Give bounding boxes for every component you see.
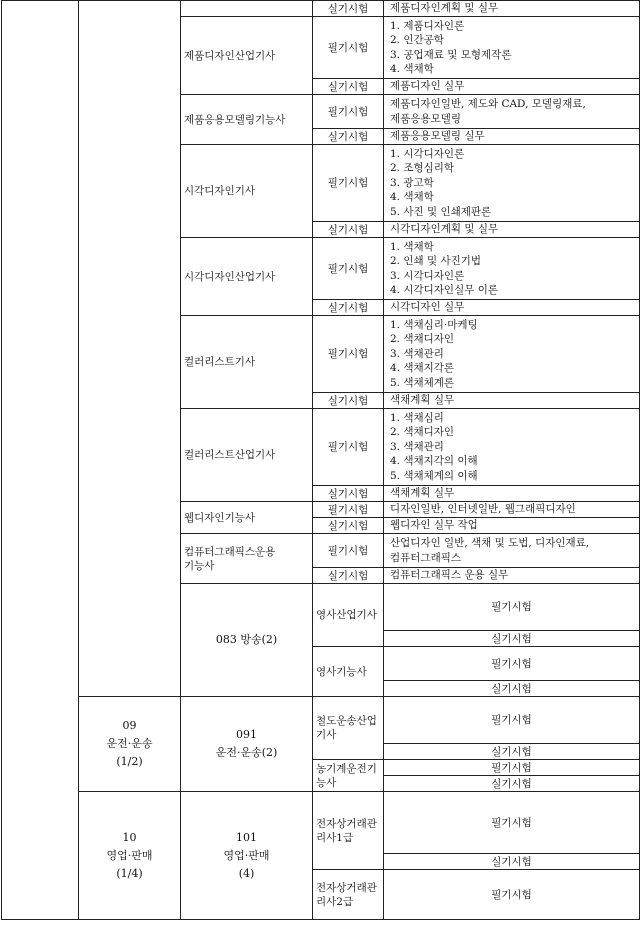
cell-text-line: 필기시험 — [491, 761, 532, 774]
cell-text-line: 2. 색채디자인 — [390, 426, 455, 439]
table-cell — [384, 17, 640, 79]
table-cell — [384, 95, 640, 129]
cell-text-line: 필기시험 — [491, 816, 532, 829]
cell-text-line: 컴퓨터그래픽스 운용 실무 — [390, 569, 509, 582]
table-cell — [384, 129, 640, 145]
cell-text-line: 필기시험 — [327, 348, 369, 360]
cell-text-line: 제품디자인 실무 — [390, 80, 465, 93]
cell-text-line: 영업·판매 — [106, 848, 153, 862]
cell-text-line: 3. 색채관리 — [390, 440, 444, 453]
cell-text-line: 컴퓨터그래픽스운용 — [184, 545, 276, 558]
cell-text-line: 필기시험 — [491, 657, 532, 670]
cell-text-line: 색채계획 실무 — [390, 487, 455, 500]
cell-text-line: 영사산업기사 — [316, 609, 377, 621]
cell-text-line: 제품응용모델링기능사 — [184, 113, 286, 126]
cell-text-line: 1. 색채학 — [390, 240, 434, 253]
cell-text-line: 필기시험 — [327, 41, 369, 54]
table-cell — [181, 502, 313, 534]
cell-text-line: 필기시험 — [327, 503, 369, 516]
cell-text-line: 농기계운전기능사 — [316, 762, 377, 789]
cell-text-line: 4. 색채학 — [390, 191, 434, 204]
exam-subjects-body — [2, 1, 640, 920]
table-cell — [313, 518, 384, 534]
cell-text-line: 2. 인간공학 — [390, 34, 444, 46]
table-cell — [79, 1, 181, 697]
cell-text-line: (1/2) — [116, 755, 143, 768]
cell-text-line: 실기시험 — [491, 632, 532, 645]
table-cell — [384, 316, 640, 393]
cell-text-line: 4. 색채학 — [390, 63, 434, 75]
cell-text-line: 실기시험 — [327, 569, 369, 582]
table-cell — [384, 486, 640, 502]
table-cell — [313, 222, 384, 238]
cell-text-line: 제품디자인산업기사 — [184, 49, 276, 62]
table-cell — [313, 409, 384, 486]
cell-text-line: 실기시험 — [491, 777, 532, 790]
cell-text-line: 영사기능사 — [316, 665, 367, 678]
cell-text-line: 웹디자인 실무 작업 — [390, 519, 478, 532]
table-cell — [181, 792, 313, 920]
table-cell — [384, 393, 640, 409]
table-cell — [313, 238, 384, 300]
cell-text-line: 영업·판매 — [223, 848, 270, 862]
table-row — [2, 792, 640, 854]
table-cell — [181, 238, 313, 316]
table-cell — [313, 95, 384, 129]
cell-text-line: 실기시험 — [491, 682, 532, 695]
cell-text-line: 시각디자인산업기사 — [184, 270, 276, 283]
table-cell — [313, 17, 384, 79]
table-cell — [313, 316, 384, 393]
cell-text-line: 실기시험 — [327, 80, 369, 93]
table-cell — [181, 534, 313, 584]
table-cell — [384, 647, 640, 681]
table-cell — [313, 486, 384, 502]
table-cell — [181, 1, 313, 17]
table-cell — [384, 79, 640, 95]
cell-text-line: 필기시험 — [327, 105, 369, 118]
table-cell — [181, 697, 313, 792]
table-cell — [181, 17, 313, 95]
cell-text-line: 필기시험 — [491, 714, 532, 726]
cell-text-line: 실기시험 — [327, 487, 369, 500]
cell-text-line: 철도운송산업기사 — [316, 715, 377, 741]
cell-text-line: 필기시험 — [327, 177, 369, 189]
cell-text-line: 시각디자인계획 및 실무 — [390, 223, 499, 236]
table-cell — [384, 776, 640, 792]
table-cell — [181, 409, 313, 502]
table-cell — [313, 697, 384, 760]
table-cell — [313, 393, 384, 409]
table-cell — [181, 316, 313, 409]
table-cell — [181, 145, 313, 238]
table-cell — [384, 534, 640, 568]
cell-text-line: 제품응용모델링 실무 — [390, 130, 485, 143]
cell-text-line: 전자상거래관리사2급 — [316, 881, 377, 908]
table-cell — [313, 502, 384, 518]
cell-text-line: 4. 색채지각론 — [390, 362, 455, 375]
table-cell — [313, 1, 384, 17]
cell-text-line: 필기시험 — [491, 888, 532, 901]
table-cell — [384, 760, 640, 776]
table-cell — [384, 222, 640, 238]
cell-text-line: 5. 색채체계론 — [390, 376, 455, 389]
table-cell — [384, 681, 640, 697]
cell-text-line: 2. 인쇄 및 사진기법 — [390, 255, 482, 267]
cell-text-line: 4. 색채지각의 이해 — [390, 455, 478, 468]
table-cell — [313, 760, 384, 792]
cell-text-line: 기능사 — [184, 559, 215, 572]
cell-text-line: 색채계획 실무 — [390, 394, 455, 407]
table-cell — [384, 631, 640, 647]
cell-text-line: 운전·운송 — [106, 737, 153, 750]
cell-text-line: 제품응용모델링 — [390, 112, 462, 125]
table-cell — [384, 238, 640, 300]
table-cell — [384, 568, 640, 584]
cell-text-line: 2. 색채디자인 — [390, 333, 455, 346]
cell-text-line: 실기시험 — [327, 394, 369, 407]
cell-text-line: 101 — [236, 830, 257, 844]
cell-text-line: 실기시험 — [327, 519, 369, 532]
cell-text-line: 컬러리스트산업기사 — [184, 449, 276, 461]
table-cell — [384, 518, 640, 534]
table-cell — [384, 409, 640, 486]
cell-text-line: 전자상거래관리사1급 — [316, 817, 377, 844]
cell-text-line: 제품디자인계획 및 실무 — [390, 2, 499, 15]
cell-text-line: (1/4) — [116, 866, 143, 880]
cell-text-line: 5. 색채체계의 이해 — [390, 469, 478, 482]
table-row — [2, 1, 640, 17]
table-cell — [313, 79, 384, 95]
cell-text-line: 산업디자인 일반, 색채 및 도법, 디자인재료, — [390, 537, 590, 549]
cell-text-line: 실기시험 — [491, 855, 532, 868]
cell-text-line: 1. 제품디자인론 — [390, 19, 465, 32]
cell-text-line: 실기시험 — [491, 745, 532, 758]
cell-text-line: 필기시험 — [327, 262, 369, 275]
cell-text-line: 컬러리스트기사 — [184, 356, 256, 368]
table-cell — [2, 1, 79, 920]
table-cell — [384, 744, 640, 760]
table-cell — [384, 584, 640, 631]
table-cell — [313, 534, 384, 568]
table-cell — [79, 697, 181, 792]
cell-text-line: 3. 색채관리 — [390, 347, 444, 360]
table-cell — [313, 584, 384, 647]
cell-text-line: 5. 사진 및 인쇄제판론 — [390, 205, 492, 218]
cell-text-line: 컴퓨터그래픽스 — [390, 551, 462, 564]
table-cell — [313, 647, 384, 697]
table-cell — [384, 697, 640, 744]
cell-text-line: 웹디자인기능사 — [184, 511, 256, 524]
exam-subjects-table — [1, 0, 640, 920]
table-cell — [313, 870, 384, 920]
cell-text-line: 4. 시각디자인실무 이론 — [390, 284, 498, 296]
cell-text-line: 제품디자인일반, 제도와 CAD, 모델링재료, — [390, 98, 586, 110]
table-cell — [313, 129, 384, 145]
table-cell — [313, 145, 384, 222]
cell-text-line: 083 방송(2) — [215, 633, 278, 646]
cell-text-line: 3. 광고학 — [390, 176, 434, 189]
cell-text-line: 3. 공업재료 및 모형제작론 — [390, 48, 512, 61]
table-cell — [313, 568, 384, 584]
table-cell — [181, 584, 313, 697]
cell-text-line: 실기시험 — [327, 130, 369, 143]
table-cell — [384, 502, 640, 518]
table-cell — [79, 792, 181, 920]
table-cell — [313, 300, 384, 316]
table-cell — [384, 145, 640, 222]
cell-text-line: 09 — [122, 719, 137, 732]
cell-text-line: 1. 색채심리 — [390, 411, 444, 424]
table-cell — [384, 300, 640, 316]
cell-text-line: 필기시험 — [327, 441, 369, 453]
table-cell — [313, 792, 384, 870]
table-cell — [384, 1, 640, 17]
cell-text-line: 실기시험 — [327, 223, 369, 236]
cell-text-line: 10 — [122, 830, 137, 844]
cell-text-line: 디자인일반, 인터넷일반, 웹그래픽디자인 — [390, 503, 576, 516]
cell-text-line: 실기시험 — [327, 301, 369, 314]
table-cell — [181, 95, 313, 145]
cell-text-line: 시각디자인기사 — [184, 185, 256, 197]
table-cell — [384, 854, 640, 870]
cell-text-line: 운전·운송(2) — [215, 746, 278, 759]
cell-text-line: 2. 조형심리학 — [390, 162, 455, 175]
table-cell — [384, 792, 640, 854]
cell-text-line: 1. 색채심리·마케팅 — [390, 318, 478, 331]
cell-text-line: 1. 시각디자인론 — [390, 147, 465, 160]
cell-text-line: (4) — [238, 866, 255, 880]
cell-text-line: 필기시험 — [327, 544, 369, 557]
cell-text-line: 091 — [236, 728, 257, 741]
cell-text-line: 3. 시각디자인론 — [390, 269, 465, 282]
table-row — [2, 697, 640, 744]
cell-text-line: 시각디자인 실무 — [390, 301, 465, 314]
cell-text-line: 필기시험 — [491, 601, 532, 613]
table-cell — [384, 870, 640, 920]
cell-text-line: 실기시험 — [327, 2, 369, 15]
